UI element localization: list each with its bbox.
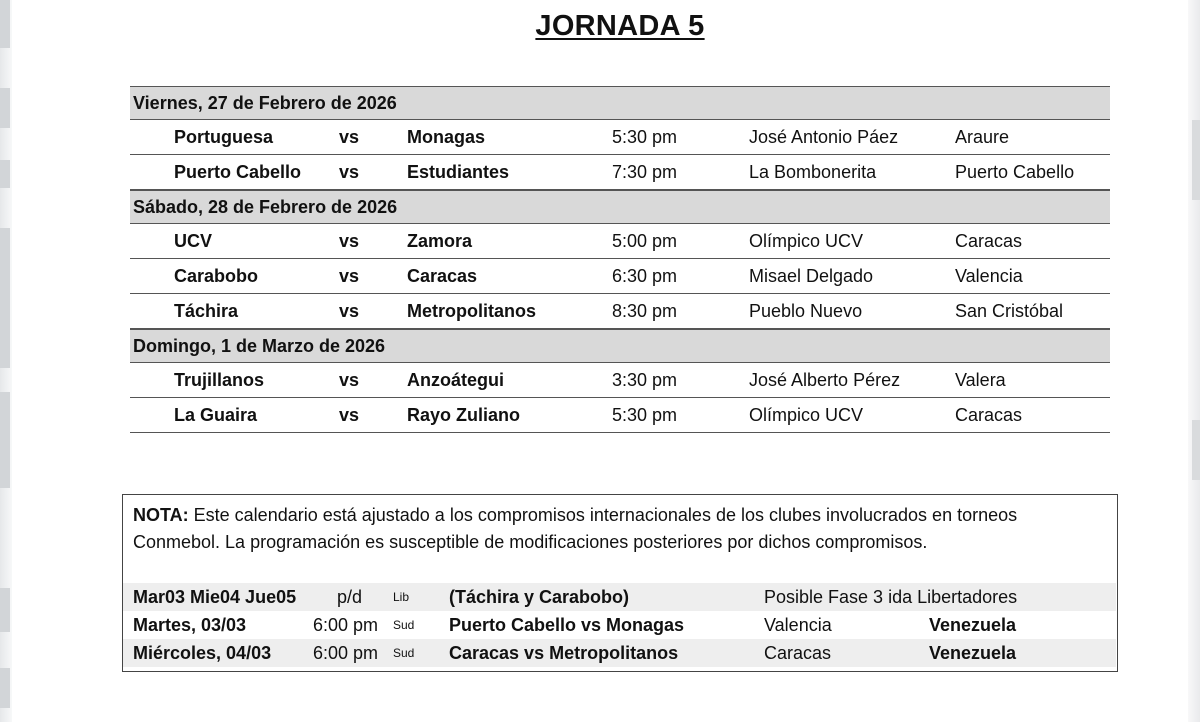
versus-label: vs	[339, 127, 360, 147]
intl-competition: Sud	[393, 646, 415, 660]
day-header: Viernes, 27 de Febrero de 2026	[130, 86, 1110, 120]
edge-mark	[0, 228, 10, 368]
versus-label: vs	[339, 162, 360, 182]
city: Araure	[955, 127, 1010, 147]
stadium: Olímpico UCV	[749, 405, 864, 425]
page-title: JORNADA 5	[535, 10, 705, 42]
home-team: Trujillanos	[174, 370, 265, 390]
versus-label: vs	[339, 405, 360, 425]
edge-mark	[1192, 420, 1200, 480]
note-text	[133, 502, 1103, 556]
international-row	[123, 639, 1116, 667]
versus-label: vs	[339, 301, 360, 321]
home-team: Portuguesa	[174, 127, 274, 147]
kickoff-time: 5:30 pm	[612, 405, 678, 425]
home-team: Carabobo	[174, 266, 259, 286]
day-header: Domingo, 1 de Marzo de 2026	[130, 329, 1110, 363]
edge-mark	[1192, 120, 1200, 200]
intl-place: Valencia	[764, 615, 832, 635]
match-row	[130, 363, 1110, 398]
stadium: Olímpico UCV	[749, 231, 864, 251]
match-schedule-table	[130, 86, 1110, 433]
intl-date: Martes, 03/03	[133, 615, 247, 635]
city: Valera	[955, 370, 1006, 390]
away-team: Caracas	[407, 266, 478, 286]
kickoff-time: 6:30 pm	[612, 266, 678, 286]
edge-mark	[0, 160, 10, 188]
city: Caracas	[955, 231, 1023, 251]
kickoff-time: 5:00 pm	[612, 231, 678, 251]
city: Caracas	[955, 405, 1023, 425]
versus-label: vs	[339, 370, 360, 390]
intl-country: Venezuela	[929, 615, 1017, 635]
versus-label: vs	[339, 231, 360, 251]
international-row	[123, 611, 1116, 639]
away-team: Monagas	[407, 127, 486, 147]
away-team: Rayo Zuliano	[407, 405, 521, 425]
city: Valencia	[955, 266, 1023, 286]
edge-mark	[0, 668, 10, 708]
note-box	[122, 494, 1118, 672]
intl-place: Posible Fase 3 ida Libertadores	[764, 587, 1018, 607]
match-row	[130, 294, 1110, 329]
home-team: UCV	[174, 231, 213, 251]
away-team: Estudiantes	[407, 162, 510, 182]
home-team: La Guaira	[174, 405, 258, 425]
note-label: NOTA:	[133, 505, 189, 525]
international-fixtures	[123, 583, 1116, 667]
kickoff-time: 8:30 pm	[612, 301, 678, 321]
day-header: Sábado, 28 de Febrero de 2026	[130, 190, 1110, 224]
intl-date: Mar03 Mie04 Jue05	[133, 587, 297, 607]
intl-competition: Sud	[393, 618, 415, 632]
match-row	[130, 120, 1110, 155]
city: San Cristóbal	[955, 301, 1064, 321]
intl-date: Miércoles, 04/03	[133, 643, 272, 663]
stadium: La Bombonerita	[749, 162, 877, 182]
match-row	[130, 259, 1110, 294]
home-team: Táchira	[174, 301, 239, 321]
kickoff-time: 5:30 pm	[612, 127, 678, 147]
away-team: Metropolitanos	[407, 301, 536, 321]
intl-place: Caracas	[764, 643, 832, 663]
match-row	[130, 224, 1110, 259]
intl-match: Puerto Cabello vs Monagas	[449, 615, 685, 635]
city: Puerto Cabello	[955, 162, 1075, 182]
match-row	[130, 155, 1110, 190]
intl-time: 6:00 pm	[313, 615, 379, 635]
edge-mark	[0, 88, 10, 128]
note-body: Este calendario está ajustado a los compromisos internacionales de los clubes involucrados en torneos Conmebol. La programación es susceptible de modificaciones posteriores por dichos compromisos.	[133, 505, 1018, 552]
match-row	[130, 398, 1110, 433]
intl-time: p/d	[337, 587, 363, 607]
intl-competition: Lib	[393, 590, 410, 604]
page-edge-right	[1188, 0, 1200, 722]
stadium: José Alberto Pérez	[749, 370, 901, 390]
stadium: Misael Delgado	[749, 266, 874, 286]
versus-label: vs	[339, 266, 360, 286]
away-team: Zamora	[407, 231, 473, 251]
stadium: José Antonio Páez	[749, 127, 899, 147]
away-team: Anzoátegui	[407, 370, 504, 390]
edge-mark	[0, 392, 10, 488]
international-row	[123, 583, 1116, 611]
intl-country: Venezuela	[929, 643, 1017, 663]
edge-mark	[0, 588, 10, 632]
kickoff-time: 7:30 pm	[612, 162, 678, 182]
kickoff-time: 3:30 pm	[612, 370, 678, 390]
intl-match: (Táchira y Carabobo)	[449, 587, 630, 607]
intl-match: Caracas vs Metropolitanos	[449, 643, 679, 663]
intl-time: 6:00 pm	[313, 643, 379, 663]
page-edge-left	[0, 0, 12, 722]
stadium: Pueblo Nuevo	[749, 301, 863, 321]
home-team: Puerto Cabello	[174, 162, 302, 182]
